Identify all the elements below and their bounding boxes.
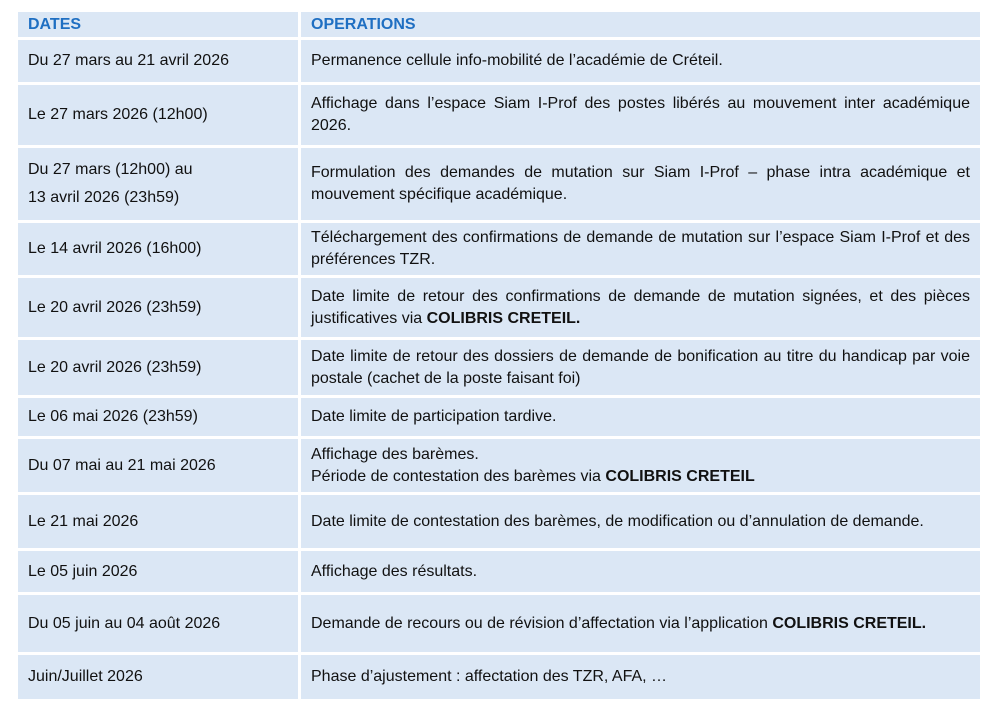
table-row: [18, 551, 980, 592]
table-row: [18, 439, 980, 492]
operation-text: Affichage des barèmes.: [311, 445, 479, 463]
operation-text: Phase d’ajustement : affectation des TZR, AFA, …: [311, 668, 668, 685]
operation-text: Date limite de retour des dossiers de demande de bonification au titre du handicap par voie postale (cachet de la poste faisant foi): [311, 347, 970, 387]
row-date: Le 05 juin 2026: [18, 551, 298, 592]
row-date: Du 07 mai au 21 mai 2026: [18, 439, 298, 492]
operation-text: Demande de recours ou de révision d’affectation via l’application: [311, 614, 773, 632]
header-row: [18, 12, 980, 37]
operation-bold-text: COLIBRIS CRETEIL: [605, 467, 755, 485]
operation-text: Permanence cellule info-mobilité de l’académie de Créteil.: [311, 52, 723, 69]
operation-text: Date limite de retour des confirmations de demande de mutation signées, et des pièces justificatives via: [311, 287, 970, 327]
table-row: [18, 278, 980, 337]
row-date: Le 27 mars 2026 (12h00): [18, 85, 298, 145]
row-date: Le 14 avril 2026 (16h00): [18, 223, 298, 275]
row-date: Du 27 mars au 21 avril 2026: [18, 40, 298, 82]
row-operation: [298, 655, 980, 699]
table-row: [18, 40, 980, 82]
operation-text: Date limite de contestation des barèmes, de modification ou d’annulation de demande.: [311, 512, 924, 530]
row-operation: [298, 495, 980, 548]
row-operation: [298, 551, 980, 592]
row-date: [18, 148, 298, 220]
operation-bold-text: COLIBRIS CRETEIL.: [772, 614, 927, 632]
row-operation: [298, 595, 980, 652]
table-row: [18, 223, 980, 275]
operation-bold-text: COLIBRIS CRETEIL.: [426, 309, 581, 327]
calendar-table-container: [18, 12, 980, 702]
operation-text: Date limite de participation tardive.: [311, 408, 557, 425]
row-date: Le 20 avril 2026 (23h59): [18, 278, 298, 337]
row-operation: [298, 278, 980, 337]
row-date: Le 20 avril 2026 (23h59): [18, 340, 298, 395]
header-operations: OPERATIONS: [298, 12, 980, 37]
operation-text: Formulation des demandes de mutation sur Siam I-Prof – phase intra académique et mouvement spécifique académique.: [311, 164, 970, 203]
operation-text: Téléchargement des confirmations de demande de mutation sur l’espace Siam I-Prof et des préférences TZR.: [311, 229, 970, 268]
row-operation: [298, 439, 980, 492]
table-row: [18, 398, 980, 436]
table-row: [18, 340, 980, 395]
row-operation: [298, 148, 980, 220]
row-operation: [298, 340, 980, 395]
date-line: Du 27 mars (12h00) au: [28, 161, 193, 178]
header-dates: DATES: [18, 12, 298, 37]
operation-text: Affichage dans l’espace Siam I-Prof des postes libérés au mouvement inter académique 2026.: [311, 95, 970, 134]
row-operation: [298, 85, 980, 145]
table-row: [18, 655, 980, 699]
operation-text: Affichage des résultats.: [311, 562, 478, 580]
row-operation: [298, 40, 980, 82]
row-operation: [298, 398, 980, 436]
table-row: [18, 495, 980, 548]
table-row: [18, 148, 980, 220]
operation-text: Période de contestation des barèmes via: [311, 467, 606, 485]
calendar-table: [18, 9, 980, 702]
row-date: Le 06 mai 2026 (23h59): [18, 398, 298, 436]
table-row: [18, 85, 980, 145]
row-date: Juin/Juillet 2026: [18, 655, 298, 699]
row-date: Du 05 juin au 04 août 2026: [18, 595, 298, 652]
row-operation: [298, 223, 980, 275]
table-row: [18, 595, 980, 652]
operation-line: [311, 466, 970, 488]
date-line: 13 avril 2026 (23h59): [28, 189, 180, 206]
row-date: Le 21 mai 2026: [18, 495, 298, 548]
